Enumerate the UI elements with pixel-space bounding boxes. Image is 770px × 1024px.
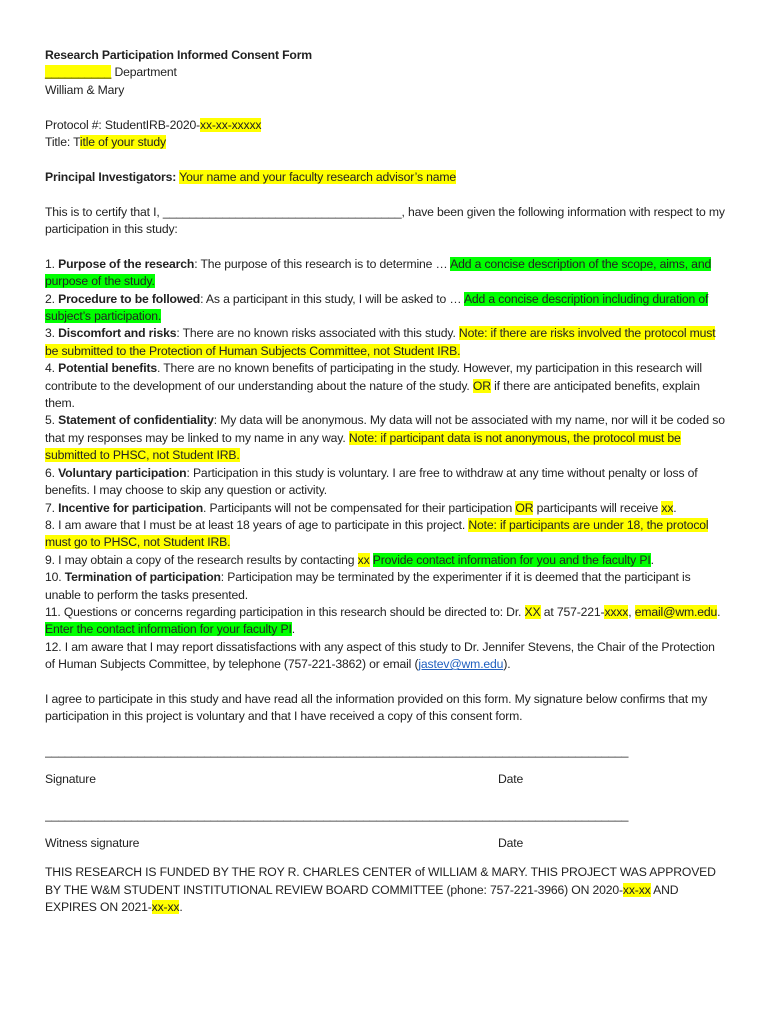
text-segment: . xyxy=(291,622,295,637)
text-segment: AND EXPIRES ON 2021- xyxy=(45,882,679,915)
text-segment: : Participation may be terminated by the experimenter if it is deemed that the participant is unable to perform the tasks presented. xyxy=(45,570,691,602)
highlighted-text: Note: if there are risks involved the protocol must be submitted to the Protection of Human Subjects Committee, not Student IRB. xyxy=(45,326,716,358)
highlighted-text: Note: if participant data is not anonymous, the protocol must be submitted to PHSC, not Student IRB. xyxy=(45,430,681,463)
consent-items xyxy=(45,256,725,674)
text-segment: 6. xyxy=(45,465,59,480)
item-heading: Discomfort and risks xyxy=(58,326,177,341)
highlighted-text: Enter the contact information for your faculty PI xyxy=(45,622,292,637)
text-segment: THIS RESEARCH IS FUNDED BY THE ROY R. CHARLES CENTER of WILLIAM & MARY. THIS PROJECT WAS APPROVED BY THE W&M STUDENT INSTITUTIONAL REVIEW BOARD COMMITTEE (phone: 757-221-3966) ON 2020- xyxy=(45,865,716,897)
pi-label: Principal Investigators: xyxy=(45,169,177,184)
consent-item-2 xyxy=(45,291,725,326)
highlighted-text: Note: if participants are under 18, the protocol must go to PHSC, not Student IRB. xyxy=(45,517,709,550)
highlighted-text: xx-xx xyxy=(622,882,651,897)
protocol-value: xx-xx-xxxxx xyxy=(200,117,262,132)
protocol-label: Protocol #: StudentIRB-2020- xyxy=(45,117,201,132)
item-heading: Purpose of the research xyxy=(58,256,195,271)
text-segment: 1. xyxy=(45,256,59,271)
date-label: Date xyxy=(498,772,524,787)
highlighted-text: xx-xx xyxy=(151,900,180,915)
email-link[interactable]: jastev@wm.edu xyxy=(418,657,504,672)
consent-item-11 xyxy=(45,604,725,639)
pi-value: Your name and your faculty research advisor’s name xyxy=(179,169,457,184)
highlighted-text: OR xyxy=(515,500,534,515)
consent-item-1 xyxy=(45,256,725,291)
text-segment: : As a participant in this study, I will be asked to … xyxy=(200,291,464,306)
consent-form xyxy=(45,47,725,917)
text-segment: . xyxy=(717,604,721,619)
item-heading: Voluntary participation xyxy=(58,465,187,480)
text-segment: if there are anticipated benefits, explain them. xyxy=(45,378,700,411)
consent-item-10 xyxy=(45,569,725,604)
funding-approval-footer xyxy=(45,864,725,916)
protocol-line xyxy=(45,117,725,134)
highlighted-text: Provide contact information for you and the faculty PI xyxy=(372,552,651,567)
text-segment: . There are no known benefits of participating in the study. However, my participation in this research will contribute to the development of our understanding about the nature of the study. xyxy=(45,361,702,393)
form-title: Research Participation Informed Consent Form xyxy=(45,48,312,62)
consent-item-8 xyxy=(45,517,725,552)
text-segment: 7. xyxy=(45,500,59,515)
text-segment: : The purpose of this research is to determine … xyxy=(194,256,451,271)
highlighted-text: XX xyxy=(524,604,541,619)
witness-signature-line[interactable]: ________________________________________________________________________________________ xyxy=(45,807,629,822)
institution: William & Mary xyxy=(45,82,125,97)
signature-label: Signature xyxy=(45,772,96,787)
text-segment: participants will receive xyxy=(533,500,662,515)
item-heading: Termination of participation xyxy=(64,570,221,585)
text-segment: 3. xyxy=(45,326,59,341)
highlighted-text: xx xyxy=(661,500,674,515)
text-segment: . xyxy=(650,552,654,567)
pi-line xyxy=(45,169,725,186)
text-segment: 9. I may obtain a copy of the research results by contacting xyxy=(45,552,358,567)
consent-item-3 xyxy=(45,325,725,360)
consent-item-6 xyxy=(45,465,725,500)
department-blank: __________ xyxy=(45,65,112,80)
agreement-statement: I agree to participate in this study and have read all the information provided on this form. My signature below confirms that my participation in this project is voluntary and that I have received a copy of this consent form. xyxy=(45,691,708,724)
consent-item-9 xyxy=(45,552,725,569)
highlighted-text: email@wm.edu xyxy=(634,604,718,619)
text-segment: 8. I am aware that I must be at least 18 years of age to participate in this project. xyxy=(45,517,469,532)
highlighted-text: xxxx xyxy=(604,604,629,619)
consent-item-12 xyxy=(45,639,725,674)
text-segment: at 757-221- xyxy=(540,604,605,619)
highlighted-text: Add a concise description of the scope, aims, and purpose of the study. xyxy=(45,256,712,289)
text-segment: 11. Questions or concerns regarding participation in this research should be directed to: Dr. xyxy=(45,604,525,619)
study-title-label: Title: T xyxy=(45,135,80,150)
text-segment: , xyxy=(628,604,635,619)
study-title-line xyxy=(45,134,725,151)
consent-item-7 xyxy=(45,500,725,517)
item-heading: Potential benefits xyxy=(58,361,157,376)
witness-date-label: Date xyxy=(498,835,524,850)
text-segment: : Participation in this study is voluntary. I are free to withdraw at any time without penalty or loss of benefits. I may choose to skip any question or activity. xyxy=(45,465,698,498)
item-heading: Incentive for participation xyxy=(58,500,204,515)
text-segment: ). xyxy=(503,657,511,672)
text-segment: 4. xyxy=(45,361,59,376)
text-segment: . Participants will not be compensated for their participation xyxy=(203,500,516,515)
text-segment: : My data will be anonymous. My data will not be associated with my name, nor will it be coded so that my responses may be linked to my name in any way. xyxy=(45,413,725,445)
text-segment: 5. xyxy=(45,413,59,428)
study-title-value: itle of your study xyxy=(79,135,166,150)
certify-statement: This is to certify that I, ____________________________________, have been given the following information with respect to my participation in this study: xyxy=(45,204,725,237)
highlighted-text: OR xyxy=(472,378,491,393)
highlighted-text: xx xyxy=(357,552,370,567)
item-heading: Procedure to be followed xyxy=(58,291,201,306)
text-segment: . xyxy=(179,900,183,915)
highlighted-text: Add a concise description including duration of subject’s participation. xyxy=(45,291,709,324)
consent-item-4 xyxy=(45,360,725,412)
department-label: Department xyxy=(111,65,177,80)
text-segment: 12. I am aware that I may report dissatisfactions with any aspect of this study to Dr. Jennifer Stevens, the Chair of the Protection of Human Subjects Committee, by telephone (757-221-3862) or email ( xyxy=(45,639,715,672)
signature-line[interactable]: ________________________________________________________________________________________ xyxy=(45,743,629,758)
text-segment: 10. xyxy=(45,570,65,585)
consent-item-5 xyxy=(45,412,725,464)
item-heading: Statement of confidentiality xyxy=(58,413,214,428)
text-segment: . xyxy=(673,500,677,515)
department-line xyxy=(45,64,725,81)
text-segment: 2. xyxy=(45,291,59,306)
witness-signature-label: Witness signature xyxy=(45,835,140,850)
text-segment: : There are no known risks associated with this study. xyxy=(176,326,459,341)
